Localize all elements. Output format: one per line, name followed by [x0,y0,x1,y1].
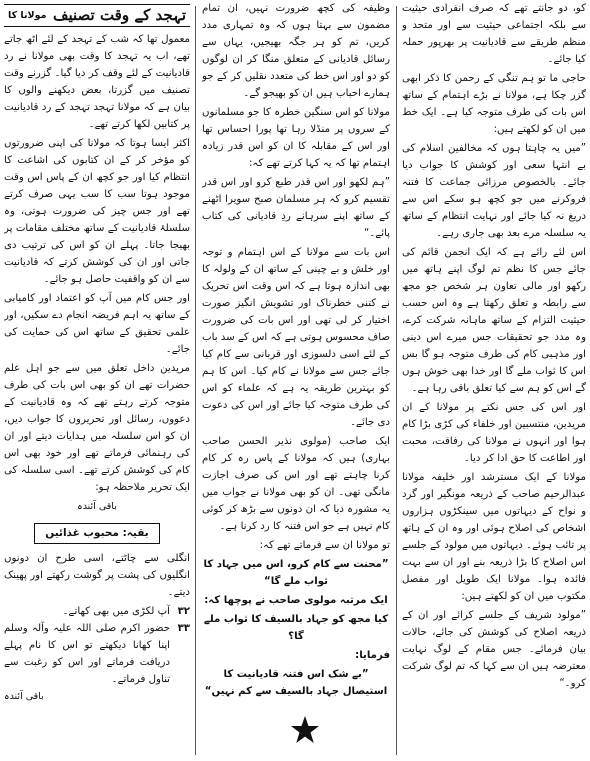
paragraph: مولانا کے ایک مسترشد اور خلیفہ مولانا عبدالرحیم صاحب کے ذریعہ مونگیر اور گرد و نواح کے دیہاتوں میں سینکڑوں ہزاروں اشخاص کی اصلاح ہوئی اور وہ ان کے ہاتھ پر تائب ہوئے۔ دیہاتوں میں مولود کے جلسے اس اصلاح کا بڑا ذریعہ بنے اور ان سے بہت فائدہ ہوا۔ مولانا ایک طویل اور مفصل مکتوب میں ان کو لکھتے ہیں: [402,472,586,602]
section-title: تہجد کے وقت تصنیف [52,6,186,24]
paragraph: ایک صاحب (مولوی نذیر الحسن صاحب بہاری) ہیں کہ مولانا کے پاس رہ کر کام کرنا چاہتے تھے اور اس کی صرف اجازت مانگی تھی۔ ان کو بھی مولانا نے جواب میں یہ مشورہ دیا کہ ان دونوں سے بڑھ کر کوئی کام نہیں ہے جو اس فتنہ کا رد کرنا ہے۔ [202,436,390,532]
sub-section-title: بقیہ: محبوب غذائیں [34,523,160,544]
paragraph: اس لئے رائے ہے کہ ایک انجمن قائم کی جائے جس کا نظم تم لوگ اپنے ہاتھ میں رکھو اور مالی تعاون ہر شخص جو مجھ سے رابطہ و تعلق رکھتا ہے وہ اس حسب حیثیت التزام کے ساتھ ماہانہ شرکت کرے، وہ مدد جو تحقیقات جس میرے اس دینی اور مذہبی کام کی طرف متوجہ ہو گا بس اس کا ثواب ملے گا اور خدا بھی خوش ہوں گے اس کو ہم سے کیا تعلق باقی رہا ہے۔ [402,247,586,394]
list-item [4,620,190,688]
section-title-box [4,4,190,27]
paragraph: حاجی ما تو ہم تنگی کے رحمن کا ذکر ابھی گزر چکا ہے، مولانا نے بڑے اہتمام کے ساتھ اس بات کی طرف متوجہ کیا ہے۔ ایک خط میں ان کو لکھتے ہیں: [402,73,586,135]
quote-line: ”بے شک اس فتنہ قادیانیت کا استیصال جہاد بالسیف سے کم نہیں“ [204,669,388,697]
list-paragraph: انگلی سے چاٹتے، اسی طرح ان دونوں انگلیوں کی پشت پر گوشت رکھتے اور پھینک دیتے۔ [4,553,190,598]
paragraph: اور جس کام میں آپ کو اعتماد اور کامیابی کے ساتھ یہ اہم فریضہ انجام دے سکیں، اور علمی تحقیق کے ساتھ اس کی حمایت کی جائے۔ [4,293,190,355]
paragraph: تو مولانا ان سے فرماتے تھے کہ: [259,540,390,551]
paragraph: معمول تھا کہ شب کے تہجد کے لئے اٹھ جاتے تھے، اب یہ تہجد کا وقت بھی مولانا نے رد قادیانیت کے لئے وقف کر دیا گیا۔ گزرنے وقت تصنیف میں گزرتا، بعض دیکھنے والوں کا بیان ہے کہ مولانا تہجد تہجد کے رد قادیانیت پر کتابیں لکھا کرتے تھے۔ [4,34,190,130]
list-text: آپ لکڑی میں بھی کھاتے۔ [62,606,170,617]
quote-line: کیا مجھ کو جہاد بالسیف کا ثواب ملے گا؟ [203,614,389,642]
paragraph: کو، دو جانتے تھے کہ صرف انفرادی حیثیت سے بلکہ اجتماعی حیثیت سے اور متحد و منظم طریقے سے قادیانیت پر بھرپور حملہ کیا جائے۔ [402,3,586,65]
list-number: ۳۳ [177,623,190,634]
continued-note: باقی آئندہ [4,691,44,702]
column-divider [396,6,397,755]
column-right [402,0,586,761]
list-number: ۳۲ [177,606,190,617]
paragraph: وظیفہ کی کچھ ضرورت نہیں، ان تمام مضمون سے بہتا ہوں کہ وہ تمہاری مدد کریں، تم کو ہر جگہ بھیجیں، یہاں سے رسائل قادیانی کے متعلق منگا کر ان لوگوں کو دو اور اس خط کی متعدد نقلیں کر کے جو ہمارے احباب ہیں ان کو بھیجو گے۔ [202,3,390,99]
continued-note: باقی آئندہ [77,501,117,512]
paragraph: اکثر ایسا ہوتا کہ مولانا کی اپنی ضرورتوں کو مؤخر کر کے ان کتابوں کی اشاعت کا انتظام کیا اور جو کچھ ان کے پاس اس وقت موجود ہوتا سب کا سب یہی صرف کرتے تھے اور جس چیز کی ضرورت ہوتی، وہ سلسلۂ قادیانیت کے ساتھ مختلف مقامات پر بھیجا جاتا۔ پہلے ان کو اس کی ترتیب دی جاتی اور ان کی کوشش کرتے کہ قادیانیت سے ان کو واقفیت حاصل ہو جائے۔ [4,138,190,285]
quote-intro: فرمایا: [355,650,390,661]
column-divider [195,6,196,755]
quote-paragraph: ”میں یہ چاہتا ہوں کہ مخالفین اسلام کی بے انتہا سعی اور کوشش کا جواب دیا جائے۔ بالخصوص مرزائی جماعت کا فتنہ فروکرنے میں جو کچھ ہو سکے اس سے دریغ نہ کیا جائے اور نہایت انتظام کے ساتھ یہ سلسلہ مرے بعد بھی جاری رہے۔ [402,143,586,239]
paragraph: اور اس کی جس نکتے پر مولانا کے ان مریدین، منتسبین اور خلفاء کی کڑی بڑا کام ہوا اور انہوں نے مولانا کی رفاقت، محبت اور اطاعت کا حق ادا کر دیا۔ [402,402,586,464]
quote-paragraph: ”ہم لکھو اور اس قدر طبع کرو اور اس قدر تقسیم کرو کہ ہر مسلمان صبح سویرا اٹھنے کے ساتھ اپنے سرہانے ردِ قادیانی کی کتاب پائے۔“ [202,177,390,239]
list-text: حضور اکرم صلی اللہ علیہ وآلہ وسلم اپنا کھانا دیکھتے تو اس کا نام پہلے دریافت فرماتے اور اس کو رغبت سے تناول فرماتے۔ [4,623,170,685]
quote-line: ”محنت سے کام کرو، اس میں جہاد کا ثواب ملے گا“ [203,559,389,587]
paragraph: اس بات سے مولانا کے اس اہتمام و توجہ اور خلش و بے چینی کے ساتھ ان کے ولولہ کا بھی اندازہ ہوتا ہے کہ اس وقت اس تحریک نے کتنی خطرناک اور تشویش انگیز صورت اختیار کر لی تھی اور اس بات کی ضرورت صاف محسوس ہوتی ہے کہ اس کے سد باب کے لئے اسی دلسوزی اور قربانی سے کام کیا جائے جس سے مولانا نے کام کیا۔ اس کا ہم کو بہترین طریقہ یہ ہے کہ علماء کو اس کی طرف متوجہ کیا جائے اور اس کی دعوت دی جائے۔ [202,247,390,428]
column-middle [202,0,390,761]
quote-paragraph: ”مولود شریف کے جلسے کرائے اور ان کے ذریعہ اصلاح کی کوشش کی جائے، حالات بیان فرمائے۔ جس مقام کے لوگ نہایت معترضہ ہیں ان سے کہا کہ تم لوگ شرکت کرو۔“ [402,610,586,689]
paragraph: مولانا کو اس سنگین خطرہ کا جو مسلمانوں کے سروں پر منڈلا رہا تھا پورا احساس تھا اور اس کے مقابلہ کا ان کو اس قدر زیادہ اہتمام تھا کہ یہ کہا کرتے تھے کہ: [202,107,390,169]
paragraph: مریدین داخل تعلق میں سے جو اہل علم حضرات تھے ان کو بھی اس بات کی طرف متوجہ کرتے رہتے تھے کہ وہ قادیانیت کے دعووں، رسائل اور تحریروں کا جواب دیں، ان کو اس سلسلہ میں ہدایات دیتے اور ان کی رہنمائی فرماتے تھے اور خود بھی اس کام کی کوشش کرتے تھے۔ اسی سلسلہ کی ایک تحریر ملاحظہ ہو: [4,363,190,493]
star-icon [290,715,320,745]
column-left [4,0,190,761]
list-item [4,603,190,620]
section-byline: مولانا کا [8,10,47,21]
quote-line: ایک مرتبہ مولوی صاحب نے پوچھا کہ: [204,595,388,606]
